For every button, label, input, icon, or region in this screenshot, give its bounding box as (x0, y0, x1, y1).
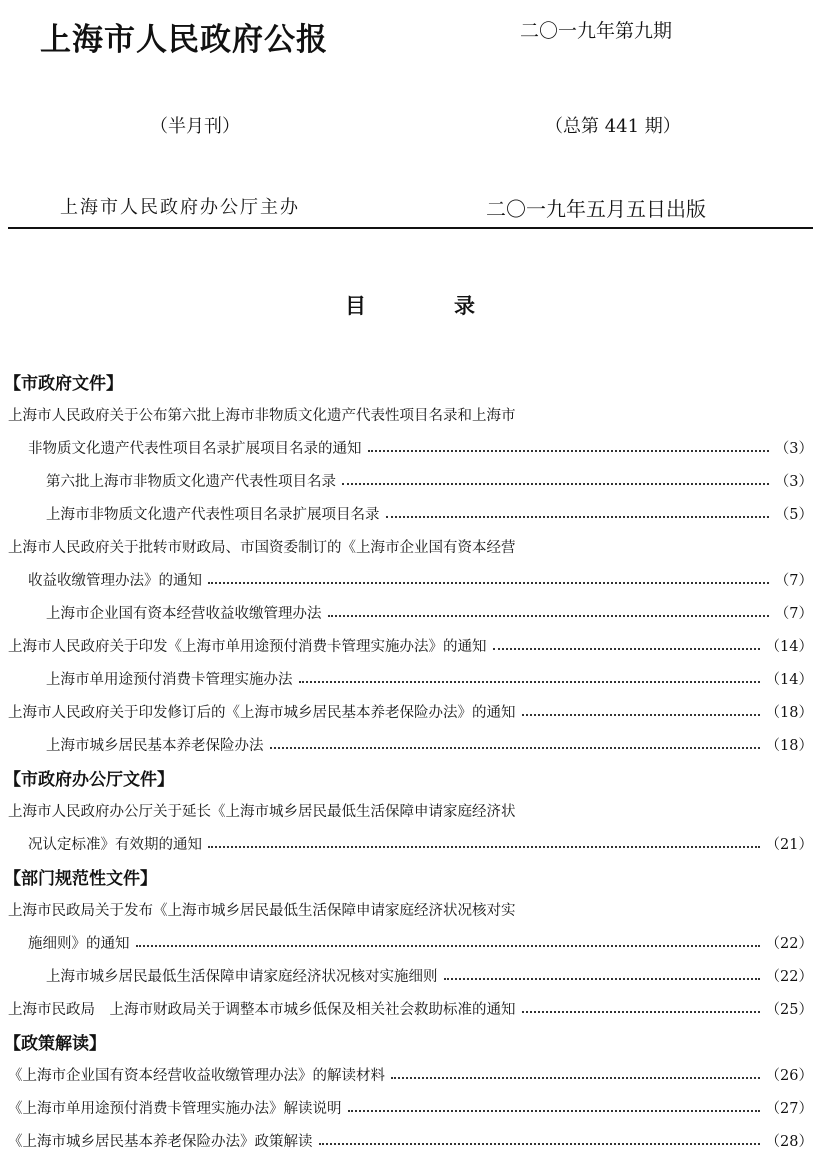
toc-page-number: （28） (765, 1134, 813, 1150)
toc-section-heading (4, 761, 813, 794)
toc-entry-title: 上海市非物质文化遗产代表性项目名录扩展项目名录 (46, 507, 380, 523)
toc-page-number: （25） (765, 1002, 813, 1018)
toc-title: 目录 (345, 293, 563, 318)
toc-entry-title: 非物质文化遗产代表性项目名录扩展项目名录的通知 (28, 441, 362, 457)
toc-entry-title: 施细则》的通知 (28, 936, 130, 952)
issue-number: 二〇一九年第九期 (520, 20, 673, 42)
publish-date: 二〇一九年五月五日出版 (486, 197, 706, 221)
toc-section-heading (4, 1025, 813, 1058)
table-of-contents (4, 365, 813, 1157)
toc-entry-title: 上海市人民政府关于公布第六批上海市非物质文化遗产代表性项目名录和上海市 (8, 408, 516, 424)
dot-leader (368, 450, 769, 452)
toc-entry-title: 上海市人民政府关于印发《上海市单用途预付消费卡管理实施办法》的通知 (8, 639, 487, 655)
toc-page-number: （21） (765, 837, 813, 853)
toc-entry-title: 《上海市企业国有资本经营收益收缴管理办法》的解读材料 (8, 1068, 385, 1084)
toc-page-number: （7） (774, 573, 813, 589)
toc-entry-title: 上海市城乡居民基本养老保险办法 (46, 738, 264, 754)
toc-entry-title: 况认定标准》有效期的通知 (28, 837, 202, 853)
toc-entry-title: 上海市民政局 上海市财政局关于调整本市城乡低保及相关社会救助标准的通知 (8, 1002, 516, 1018)
toc-entry-title: 《上海市单用途预付消费卡管理实施办法》解读说明 (8, 1101, 342, 1117)
dot-leader (136, 945, 760, 947)
dot-leader (208, 846, 760, 848)
toc-page-number: （14） (765, 639, 813, 655)
toc-entry-title: 上海市民政局关于发布《上海市城乡居民最低生活保障申请家庭经济状况核对实 (8, 903, 516, 919)
dot-leader (319, 1143, 760, 1145)
header-divider (8, 227, 813, 229)
toc-entry-title: 【部门规范性文件】 (4, 869, 157, 889)
dot-leader (391, 1077, 760, 1079)
dot-leader (386, 516, 769, 518)
toc-entry-title: 收益收缴管理办法》的通知 (28, 573, 202, 589)
toc-entry-title: 上海市人民政府办公厅关于延长《上海市城乡居民最低生活保障申请家庭经济状 (8, 804, 516, 820)
toc-page-number: （27） (765, 1101, 813, 1117)
toc-entry[interactable] (8, 728, 813, 761)
toc-entry[interactable] (8, 596, 813, 629)
toc-entry-title: 【市政府办公厅文件】 (4, 770, 174, 790)
toc-entry[interactable] (8, 695, 813, 728)
toc-page-number: （14） (765, 672, 813, 688)
toc-page-number: （3） (774, 441, 813, 457)
dot-leader (348, 1110, 760, 1112)
toc-entry[interactable] (8, 1091, 813, 1124)
dot-leader (270, 747, 760, 749)
toc-entry-title: 上海市人民政府关于批转市财政局、市国资委制订的《上海市企业国有资本经营 (8, 540, 516, 556)
total-issue: （总第 441 期） (545, 116, 681, 137)
dot-leader (493, 648, 760, 650)
toc-entry[interactable] (8, 398, 813, 431)
toc-entry[interactable] (8, 1124, 813, 1157)
toc-section-heading (4, 860, 813, 893)
toc-page-number: （7） (774, 606, 813, 622)
toc-page-number: （5） (774, 507, 813, 523)
host-organization: 上海市人民政府办公厅主办 (60, 197, 300, 218)
dot-leader (522, 1011, 760, 1013)
toc-page-number: （26） (765, 1068, 813, 1084)
toc-entry-title: 【市政府文件】 (4, 374, 123, 394)
toc-entry-title: 《上海市城乡居民基本养老保险办法》政策解读 (8, 1134, 313, 1150)
gazette-title: 上海市人民政府公报 (40, 22, 328, 58)
dot-leader (328, 615, 769, 617)
toc-section-heading (4, 365, 813, 398)
toc-entry[interactable] (8, 893, 813, 926)
toc-page-number: （22） (765, 936, 813, 952)
frequency: （半月刊） (150, 116, 240, 137)
dot-leader (522, 714, 760, 716)
toc-page-number: （3） (774, 474, 813, 490)
toc-entry-title: 【政策解读】 (4, 1034, 106, 1054)
toc-entry[interactable] (8, 1058, 813, 1091)
toc-entry[interactable] (8, 497, 813, 530)
dot-leader (299, 681, 760, 683)
toc-entry[interactable] (8, 629, 813, 662)
toc-entry[interactable] (8, 662, 813, 695)
toc-page-number: （22） (765, 969, 813, 985)
toc-entry[interactable] (8, 827, 813, 860)
dot-leader (208, 582, 769, 584)
toc-entry[interactable] (8, 530, 813, 563)
toc-entry[interactable] (8, 959, 813, 992)
toc-entry[interactable] (8, 431, 813, 464)
toc-entry-title: 上海市企业国有资本经营收益收缴管理办法 (46, 606, 322, 622)
dot-leader (342, 483, 769, 485)
toc-entry-title: 上海市人民政府关于印发修订后的《上海市城乡居民基本养老保险办法》的通知 (8, 705, 516, 721)
toc-entry-title: 上海市单用途预付消费卡管理实施办法 (46, 672, 293, 688)
toc-entry[interactable] (8, 464, 813, 497)
toc-entry[interactable] (8, 992, 813, 1025)
toc-entry[interactable] (8, 926, 813, 959)
toc-entry-title: 上海市城乡居民最低生活保障申请家庭经济状况核对实施细则 (46, 969, 438, 985)
toc-page-number: （18） (765, 705, 813, 721)
dot-leader (444, 978, 760, 980)
toc-entry[interactable] (8, 794, 813, 827)
toc-page-number: （18） (765, 738, 813, 754)
toc-entry-title: 第六批上海市非物质文化遗产代表性项目名录 (46, 474, 336, 490)
toc-entry[interactable] (8, 563, 813, 596)
